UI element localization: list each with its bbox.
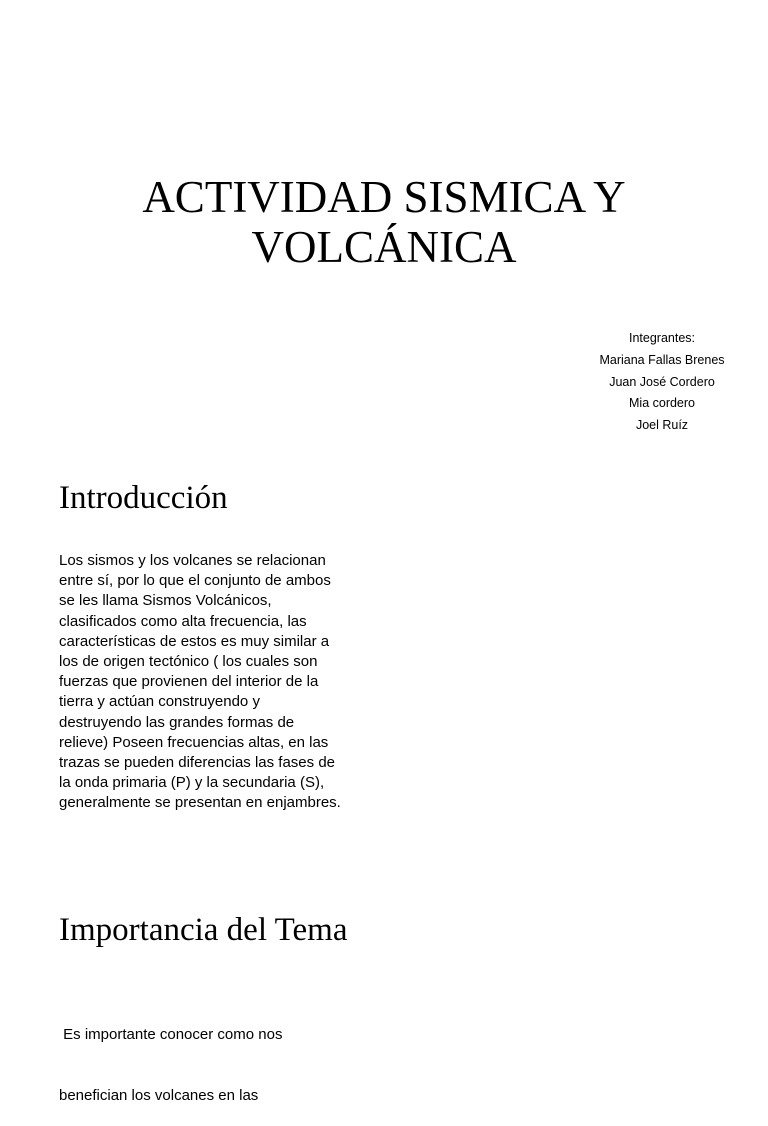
paragraph-line: Es importante conocer como nos bbox=[59, 1026, 283, 1044]
member-name: Mariana Fallas Brenes bbox=[599, 352, 725, 367]
paragraph-line: la onda primaria (P) y la secundaria (S), bbox=[59, 774, 325, 792]
introduction-heading: Introducción bbox=[59, 480, 228, 516]
paragraph-line: trazas se pueden diferencias las fases de bbox=[59, 754, 335, 772]
paragraph-line: relieve) Poseen frecuencias altas, en las bbox=[59, 733, 329, 751]
paragraph-line: generalmente se presentan en enjambres. bbox=[59, 794, 341, 812]
importance-paragraph bbox=[59, 985, 389, 1126]
paragraph-line: fuerzas que provienen del interior de la bbox=[59, 673, 319, 691]
paragraph-line: los de origen tectónico ( los cuales son bbox=[59, 653, 318, 671]
paragraph-line: Los sismos y los volcanes se relacionan bbox=[59, 552, 326, 569]
member-name: Juan José Cordero bbox=[609, 374, 715, 389]
member-name: Mia cordero bbox=[629, 396, 695, 411]
importance-heading: Importancia del Tema bbox=[59, 912, 348, 948]
paragraph-line: destruyendo las grandes formas de bbox=[59, 713, 295, 731]
introduction-paragraph bbox=[59, 551, 389, 814]
document-title bbox=[0, 172, 768, 272]
title-line-2: VOLCÁNICA bbox=[251, 222, 517, 272]
paragraph-line: clasificados como alta frecuencia, las bbox=[59, 612, 307, 630]
members-block bbox=[578, 328, 746, 437]
paragraph-line: entre sí, por lo que el conjunto de ambos bbox=[59, 572, 331, 590]
paragraph-line: benefician los volcanes en las bbox=[59, 1087, 259, 1105]
title-line-1: ACTIVIDAD SISMICA Y bbox=[142, 172, 626, 222]
members-label: Integrantes: bbox=[628, 331, 695, 345]
paragraph-line: características de estos es muy similar a bbox=[59, 632, 330, 650]
paragraph-line: se les llama Sismos Volcánicos, bbox=[59, 592, 272, 610]
member-name: Joel Ruíz bbox=[635, 418, 689, 433]
paragraph-line: tierra y actúan construyendo y bbox=[59, 693, 260, 711]
